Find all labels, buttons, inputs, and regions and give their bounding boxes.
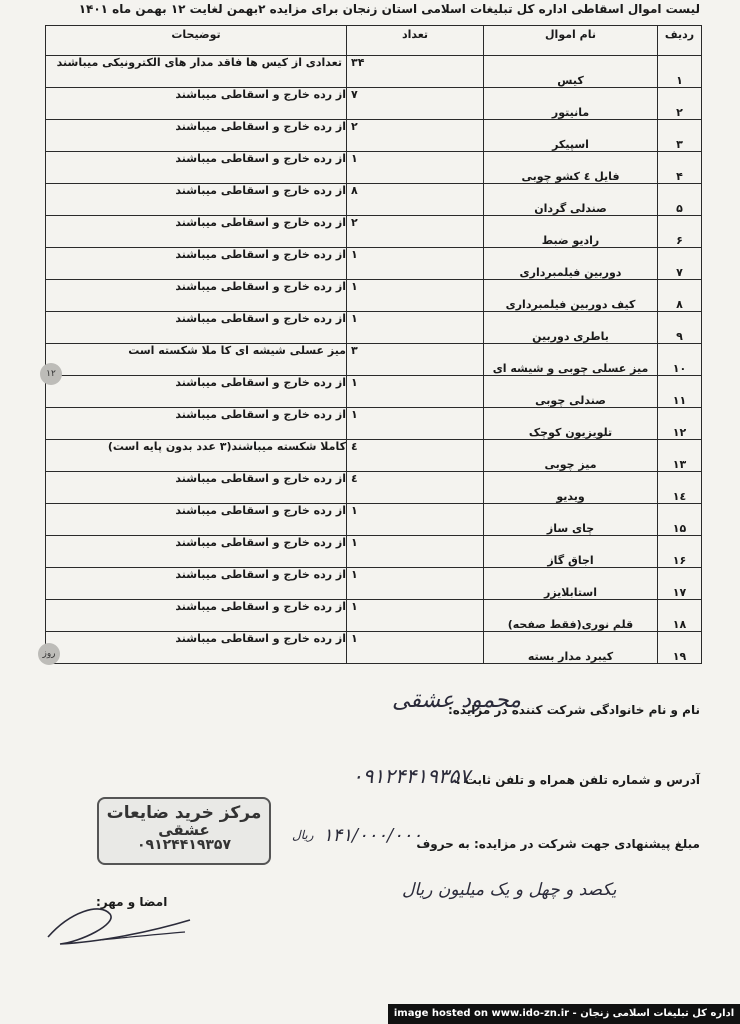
table-row bbox=[46, 408, 702, 440]
cell-asset-name: رادیو ضبط bbox=[484, 216, 658, 248]
cell-row-number: ۱۹ bbox=[658, 632, 702, 664]
cell-row-number: ۱۰ bbox=[658, 344, 702, 376]
participant-name-handwritten: محمود عشقی bbox=[392, 688, 522, 713]
table-row bbox=[46, 184, 702, 216]
cell-row-number: ۴ bbox=[658, 152, 702, 184]
phone-handwritten: ۰۹۱۲۴۴۱۹۳۵۷ bbox=[352, 764, 471, 788]
cell-count: ۳۴ bbox=[347, 56, 484, 88]
table-row bbox=[46, 600, 702, 632]
cell-count: ٤ bbox=[347, 472, 484, 504]
cell-count: ۱ bbox=[347, 408, 484, 440]
cell-count: ۳ bbox=[347, 344, 484, 376]
header-description: توضیحات bbox=[46, 26, 347, 56]
signature-label: امضا و مهر: bbox=[96, 895, 168, 909]
cell-asset-name: کیف دوربین فیلمبرداری bbox=[484, 280, 658, 312]
cell-count: ۱ bbox=[347, 536, 484, 568]
stamp-line-1: مرکز خرید ضایعات bbox=[106, 803, 262, 823]
cell-row-number: ۱ bbox=[658, 56, 702, 88]
cell-row-number: ۶ bbox=[658, 216, 702, 248]
cell-count: ۱ bbox=[347, 280, 484, 312]
cell-description: تعدادی از کیس ها فاقد مدار های الکترونیکی میباشند bbox=[46, 56, 347, 88]
punch-hole-top: ۱۲ bbox=[40, 363, 62, 385]
cell-count: ۱ bbox=[347, 152, 484, 184]
cell-row-number: ۷ bbox=[658, 248, 702, 280]
cell-asset-name: صندلی گردان bbox=[484, 184, 658, 216]
cell-asset-name: اسپیکر bbox=[484, 120, 658, 152]
cell-description: از رده خارج و اسقاطی میباشند bbox=[46, 568, 347, 600]
header-row-number: ردیف bbox=[658, 26, 702, 56]
bid-amount-label: مبلغ پیشنهادی جهت شرکت در مزایده: به حروف bbox=[416, 837, 700, 851]
stamp-line-2: عشقی bbox=[158, 821, 210, 839]
cell-asset-name: میز عسلی چوبی و شیشه ای bbox=[484, 344, 658, 376]
cell-count: ۱ bbox=[347, 376, 484, 408]
hosting-footer: اداره کل تبلیغات اسلامی زنجان - image hosted on www.ido-zn.ir bbox=[388, 1004, 740, 1024]
cell-asset-name: مانیتور bbox=[484, 88, 658, 120]
cell-description: از رده خارج و اسقاطی میباشند bbox=[46, 632, 347, 664]
cell-asset-name: باطری دوربین bbox=[484, 312, 658, 344]
cell-count: ۲ bbox=[347, 120, 484, 152]
cell-asset-name: استابلایزر bbox=[484, 568, 658, 600]
cell-asset-name: قلم نوری(فقط صفحه) bbox=[484, 600, 658, 632]
cell-asset-name: میز چوبی bbox=[484, 440, 658, 472]
cell-row-number: ۱۳ bbox=[658, 440, 702, 472]
cell-asset-name: کیبرد مدار بسته bbox=[484, 632, 658, 664]
bid-currency: ریال bbox=[292, 828, 314, 842]
cell-count: ۱ bbox=[347, 632, 484, 664]
cell-count: ۲ bbox=[347, 216, 484, 248]
company-stamp bbox=[97, 797, 271, 865]
cell-row-number: ۹ bbox=[658, 312, 702, 344]
cell-row-number: ۲ bbox=[658, 88, 702, 120]
signature-scribble bbox=[40, 892, 200, 952]
cell-asset-name: چای ساز bbox=[484, 504, 658, 536]
stamp-phone: ۰۹۱۲۴۴۱۹۳۵۷ bbox=[137, 837, 231, 853]
cell-asset-name: کیس bbox=[484, 56, 658, 88]
cell-count: ۱ bbox=[347, 568, 484, 600]
cell-asset-name: فایل ٤ کشو چوبی bbox=[484, 152, 658, 184]
cell-description: از رده خارج و اسقاطی میباشند bbox=[46, 88, 347, 120]
cell-row-number: ۳ bbox=[658, 120, 702, 152]
cell-count: ۱ bbox=[347, 504, 484, 536]
table-row bbox=[46, 88, 702, 120]
assets-table bbox=[45, 25, 702, 664]
cell-asset-name: دوربین فیلمبرداری bbox=[484, 248, 658, 280]
table-row bbox=[46, 536, 702, 568]
cell-count: ۱ bbox=[347, 600, 484, 632]
cell-count: ۱ bbox=[347, 248, 484, 280]
cell-description: از رده خارج و اسقاطی میباشند bbox=[46, 376, 347, 408]
cell-description: از رده خارج و اسقاطی میباشند bbox=[46, 248, 347, 280]
cell-row-number: ۱۸ bbox=[658, 600, 702, 632]
table-header-row bbox=[46, 26, 702, 56]
table-row bbox=[46, 152, 702, 184]
cell-row-number: ۱٤ bbox=[658, 472, 702, 504]
cell-row-number: ۱۷ bbox=[658, 568, 702, 600]
cell-description: از رده خارج و اسقاطی میباشند bbox=[46, 408, 347, 440]
table-row bbox=[46, 440, 702, 472]
table-row bbox=[46, 344, 702, 376]
cell-row-number: ۱۱ bbox=[658, 376, 702, 408]
document-title: لیست اموال اسقاطی اداره کل تبلیغات اسلامی استان زنجان برای مزایده ۲بهمن لغایت ۱۲ بهمن ماه ۱۴۰۱ bbox=[78, 2, 700, 16]
cell-description: از رده خارج و اسقاطی میباشند bbox=[46, 152, 347, 184]
cell-count: ۷ bbox=[347, 88, 484, 120]
cell-count: ٤ bbox=[347, 440, 484, 472]
cell-description: از رده خارج و اسقاطی میباشند bbox=[46, 280, 347, 312]
cell-description: از رده خارج و اسقاطی میباشند bbox=[46, 312, 347, 344]
table-row bbox=[46, 632, 702, 664]
bid-amount-handwritten: ۱۴۱/۰۰۰/۰۰۰ bbox=[323, 825, 423, 846]
cell-asset-name: ویدیو bbox=[484, 472, 658, 504]
address-phone-label: آدرس و شماره تلفن همراه و تلفن ثابت : bbox=[455, 773, 700, 787]
table-row bbox=[46, 280, 702, 312]
cell-row-number: ۱۲ bbox=[658, 408, 702, 440]
cell-row-number: ۱۵ bbox=[658, 504, 702, 536]
cell-row-number: ۸ bbox=[658, 280, 702, 312]
table-row bbox=[46, 504, 702, 536]
cell-description: از رده خارج و اسقاطی میباشند bbox=[46, 600, 347, 632]
cell-asset-name: صندلی چوبی bbox=[484, 376, 658, 408]
header-count: تعداد bbox=[347, 26, 484, 56]
punch-hole-bottom: روز bbox=[38, 643, 60, 665]
cell-row-number: ۵ bbox=[658, 184, 702, 216]
table-row bbox=[46, 376, 702, 408]
cell-description: از رده خارج و اسقاطی میباشند bbox=[46, 472, 347, 504]
table-row bbox=[46, 472, 702, 504]
cell-description: از رده خارج و اسقاطی میباشند bbox=[46, 536, 347, 568]
cell-description: از رده خارج و اسقاطی میباشند bbox=[46, 120, 347, 152]
cell-asset-name: اجاق گاز bbox=[484, 536, 658, 568]
cell-description: از رده خارج و اسقاطی میباشند bbox=[46, 184, 347, 216]
participant-name-label: نام و نام خانوادگی شرکت کننده در مزایده: bbox=[447, 703, 700, 717]
table-row bbox=[46, 216, 702, 248]
cell-asset-name: تلویزیون کوچک bbox=[484, 408, 658, 440]
table-row bbox=[46, 312, 702, 344]
table-row bbox=[46, 120, 702, 152]
header-asset-name: نام اموال bbox=[484, 26, 658, 56]
table-body bbox=[46, 56, 702, 664]
table-row bbox=[46, 248, 702, 280]
bid-amount-words-handwritten: یکصد و چهل و یک میلیون ریال bbox=[402, 880, 617, 900]
cell-count: ۸ bbox=[347, 184, 484, 216]
table-row bbox=[46, 56, 702, 88]
cell-description: از رده خارج و اسقاطی میباشند bbox=[46, 216, 347, 248]
cell-description: میز عسلی شیشه ای کا ملا شکسته است bbox=[46, 344, 347, 376]
cell-description: کاملا شکسته میباشند(۳ عدد بدون پایه است) bbox=[46, 440, 347, 472]
table-row bbox=[46, 568, 702, 600]
cell-description: از رده خارج و اسقاطی میباشند bbox=[46, 504, 347, 536]
cell-row-number: ۱۶ bbox=[658, 536, 702, 568]
cell-count: ۱ bbox=[347, 312, 484, 344]
